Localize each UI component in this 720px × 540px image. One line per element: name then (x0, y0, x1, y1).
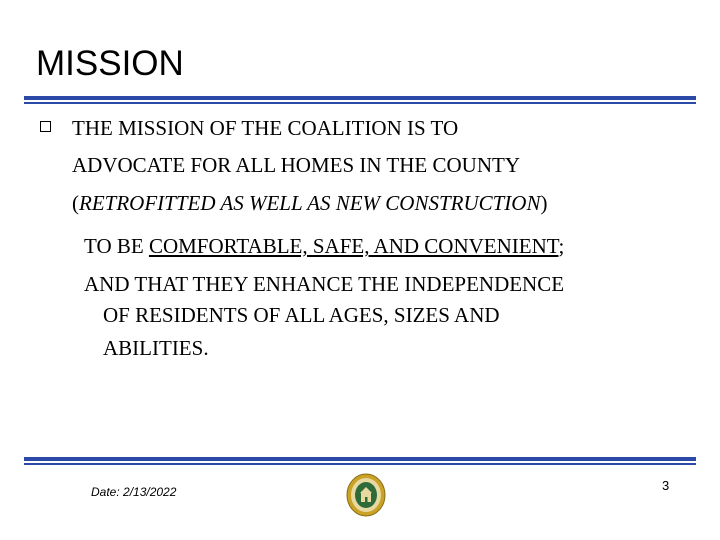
slide-title: MISSION (36, 44, 184, 83)
body-line-4 (84, 233, 564, 259)
seal-logo-icon (345, 473, 387, 517)
body-line-1: THE MISSION OF THE COALITION IS TO (72, 116, 459, 140)
line4-suffix: ; (558, 234, 565, 258)
square-bullet-icon (40, 121, 51, 132)
underlined-phrase: COMFORTABLE, SAFE, AND CONVENIENT (148, 234, 559, 258)
body-line-7: ABILITIES. (103, 336, 209, 360)
bottom-divider (24, 457, 696, 465)
italic-phrase: RETROFITTED AS WELL AS NEW CONSTRUCTION (79, 191, 541, 215)
footer-date: Date: 2/13/2022 (91, 485, 177, 499)
body-line-6: OF RESIDENTS OF ALL AGES, SIZES AND (103, 303, 500, 327)
paren-close: ) (540, 191, 548, 215)
top-divider (24, 96, 696, 104)
body-line-3 (72, 190, 547, 216)
line4-prefix: TO BE (84, 234, 149, 258)
body-line-2: ADVOCATE FOR ALL HOMES IN THE COUNTY (72, 153, 521, 177)
paren-open: ( (72, 191, 79, 215)
body-line-5: AND THAT THEY ENHANCE THE INDEPENDENCE (84, 272, 565, 296)
page-number: 3 (662, 478, 670, 493)
